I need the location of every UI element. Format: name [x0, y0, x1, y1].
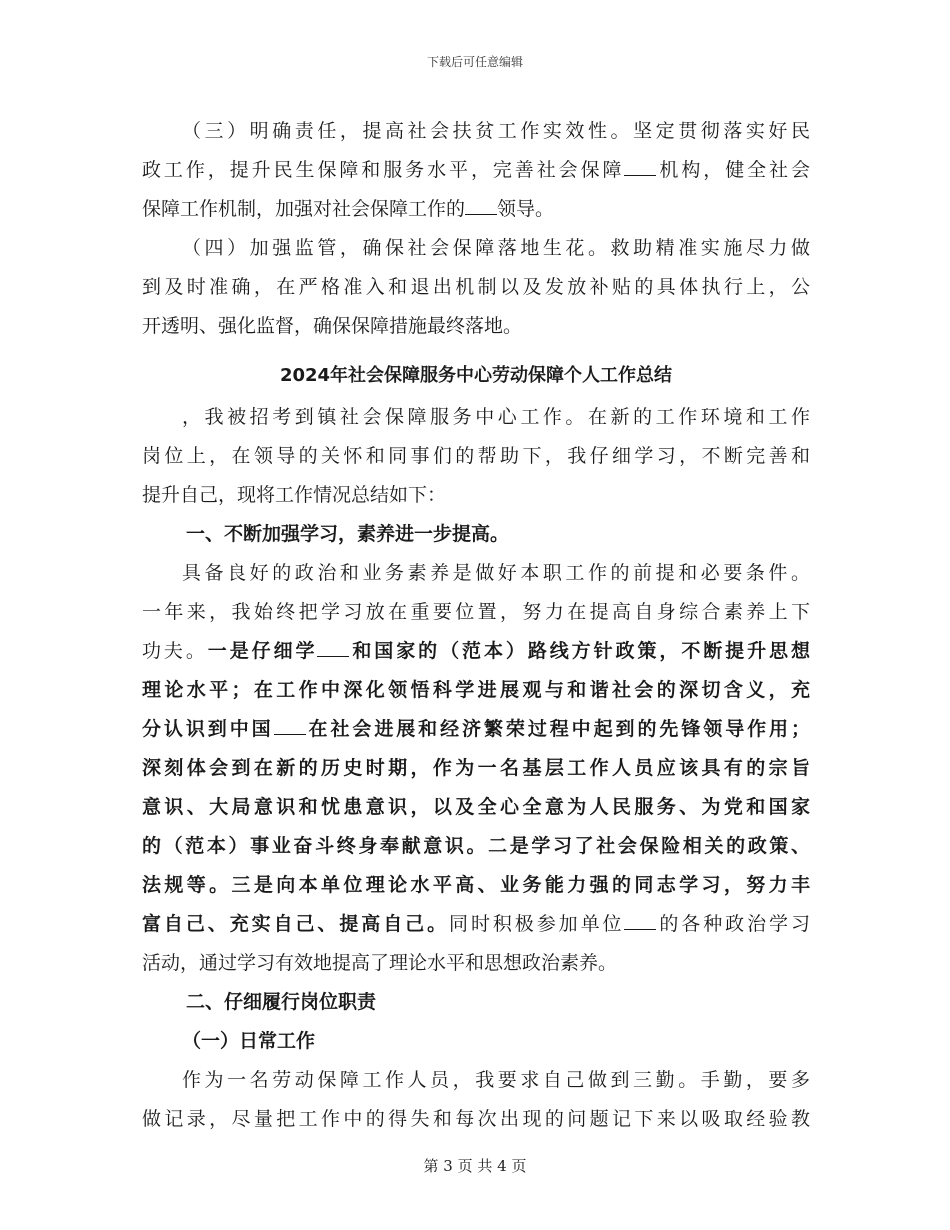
paragraph-line: 的（范本）事业奋斗终身奉献意识。二是学习了社会保险相关的政策、: [142, 835, 810, 857]
blank-underline: [274, 733, 306, 735]
blank-underline: [465, 213, 497, 215]
paragraph-line: 开透明、强化监督，确保保障措施最终落地。: [142, 315, 523, 337]
heading-2: 二、仔细履行岗位职责: [186, 991, 377, 1013]
paragraph-line: [142, 632, 810, 671]
paragraph-line: 理论水平；在工作中深化领悟科学进展观与和谐社会的深切含义，充: [142, 679, 810, 701]
heading-1: 一、不断加强学习，素养进一步提高。: [186, 523, 510, 545]
section-title: 2024年社会保障服务中心劳动保障个人工作总结: [279, 365, 673, 386]
paragraph-line: 深刻体会到在新的历史时期，作为一名基层工作人员应该具有的宗旨: [142, 757, 810, 779]
paragraph-line: [142, 190, 810, 229]
bold-span: 在社会进展和经济繁荣过程中起到的先锋领导作用；: [305, 718, 810, 740]
page-header: 下载后可任意编辑: [426, 55, 523, 69]
paragraph-line: （三）明确责任，提高社会扶贫工作实效性。坚定贯彻落实好民: [182, 120, 810, 142]
document-body: [142, 112, 810, 1139]
paragraph-line: 岗位上，在领导的关怀和同事们的帮助下，我仔细学习，不断完善和: [142, 445, 810, 467]
paragraph-line: 意识、大局意识和忧患意识，以及全心全意为人民服务、为党和国家: [142, 796, 810, 818]
blank-underline: [317, 655, 349, 657]
page-footer: 第 3 页 共 4 页: [423, 1157, 527, 1175]
blank-underline: [624, 174, 656, 176]
text-span: 同时积极参加单位: [449, 913, 625, 935]
paragraph-line: [142, 710, 810, 749]
paragraph-line: 一年来，我始终把学习放在重要位置，努力在提高自身综合素养上下: [142, 601, 810, 623]
text-span: 领导。: [497, 198, 555, 220]
text-span: 政工作，提升民生保障和服务水平，完善社会保障: [142, 159, 625, 181]
text-span: 的各种政治学习: [656, 913, 810, 935]
text-span: 功夫。: [142, 640, 208, 662]
paragraph-line: 法规等。三是向本单位理论水平高、业务能力强的同志学习，努力丰: [142, 874, 810, 896]
heading-3: （一）日常工作: [182, 1030, 316, 1052]
paragraph-line: 活动，通过学习有效地提高了理论水平和思想政治素养。: [142, 952, 618, 974]
bold-span: 分认识到中国: [142, 718, 274, 740]
paragraph-line: 具备良好的政治和业务素养是做好本职工作的前提和必要条件。: [182, 562, 810, 584]
blank-underline: [624, 928, 656, 930]
paragraph-line: [142, 905, 810, 944]
paragraph-line: 到及时准确，在严格准入和退出机制以及发放补贴的具体执行上，公: [142, 276, 810, 298]
bold-span: 一是仔细学: [207, 640, 318, 662]
paragraph-line: 做记录，尽量把工作中的得失和每次出现的问题记下来以吸取经验教: [142, 1108, 810, 1130]
paragraph-line: （四）加强监管，确保社会保障落地生花。救助精准实施尽力做: [182, 237, 810, 259]
paragraph-line: [142, 151, 810, 190]
paragraph-line: 作为一名劳动保障工作人员，我要求自己做到三勤。手勤，要多: [182, 1069, 810, 1091]
paragraph-line: ，我被招考到镇社会保障服务中心工作。在新的工作环境和工作: [182, 406, 810, 428]
text-span: 保障工作机制，加强对社会保障工作的: [142, 198, 466, 220]
bold-span: 富自己、充实自己、提高自己。: [142, 913, 450, 935]
paragraph-line: 提升自己，现将工作情况总结如下：: [142, 484, 447, 506]
bold-span: 和国家的（范本）路线方针政策，不断提升思想: [349, 640, 810, 662]
text-span: 机构，健全社会: [656, 159, 810, 181]
